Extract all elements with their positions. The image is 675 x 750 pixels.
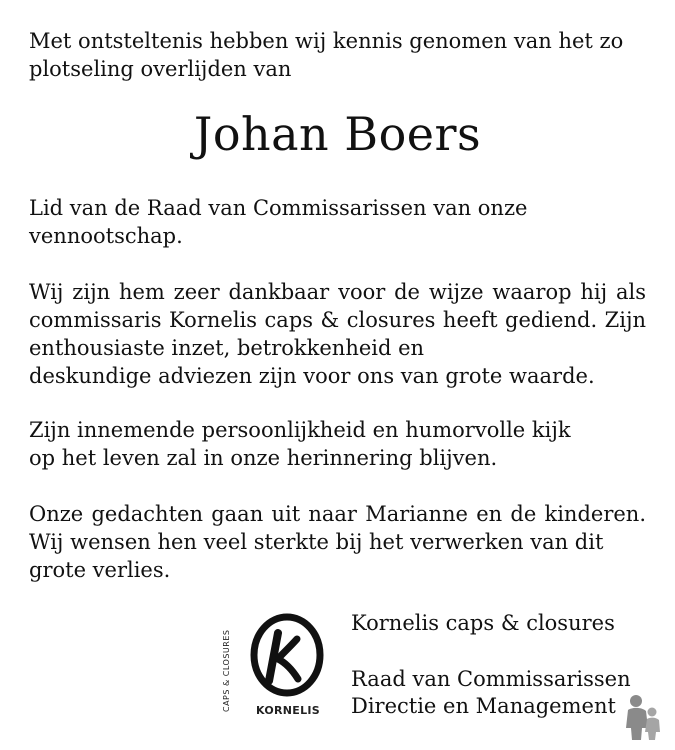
- signature-board: Raad van Commissarissen: [351, 667, 631, 691]
- paragraph-personality: [29, 416, 646, 472]
- kornelis-k-oval-icon: [248, 613, 326, 697]
- memorial-figure-icon: [614, 688, 668, 742]
- logo-wordmark: KORNELIS: [256, 704, 320, 717]
- paragraph-gratitude-last-line: deskundige adviezen zijn voor ons van grote waarde.: [29, 364, 595, 388]
- paragraph-personality-last-line: op het leven zal in onze herinnering blijven.: [29, 446, 498, 470]
- signature-company: Kornelis caps & closures: [351, 611, 615, 635]
- deceased-name: Johan Boers: [193, 107, 482, 161]
- paragraph-board-member-text: Lid van de Raad van Commissarissen van onze: [29, 196, 528, 220]
- intro-text: Met ontsteltenis hebben wij kennis genomen van het zo plotseling overlijden van: [29, 29, 624, 81]
- paragraph-personality-text: Zijn innemende persoonlijkheid en humorvolle kijk: [29, 418, 571, 442]
- paragraph-board-member: [29, 194, 646, 250]
- paragraph-condolences-text: Onze gedachten gaan uit naar Marianne en de kinderen. Wij wensen hen veel sterkte bij het verwerken van dit: [29, 502, 646, 554]
- paragraph-condolences: [29, 500, 646, 584]
- logo-side-text: CAPS & CLOSURES: [222, 629, 231, 712]
- paragraph-gratitude: [29, 278, 646, 390]
- paragraph-board-member-last-line: vennootschap.: [29, 224, 183, 248]
- paragraph-condolences-last-line: grote verlies.: [29, 558, 171, 582]
- paragraph-gratitude-text: Wij zijn hem zeer dankbaar voor de wijze waarop hij als commissaris Kornelis caps & closures heeft gediend. Zijn enthousiaste inzet, betrokkenheid en: [29, 280, 646, 360]
- signature-management: Directie en Management: [351, 694, 616, 718]
